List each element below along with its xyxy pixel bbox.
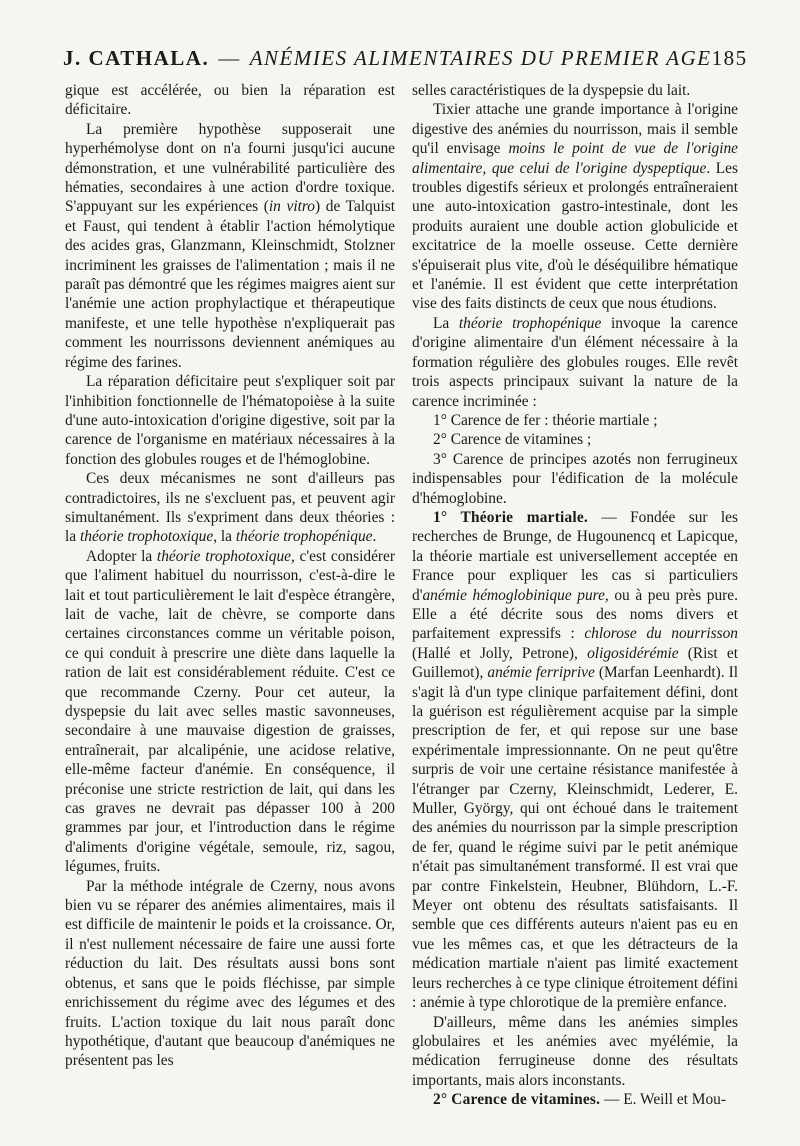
text-run: La	[433, 314, 459, 332]
text-run: 1° Carence de fer : théorie martiale ;	[433, 411, 658, 429]
italic-run: in vitro	[268, 198, 315, 216]
text-run: D'ailleurs, même dans les anémies simples globulaires et les anémies avec myélémie, la médication ferrugineuse donne des résultats importants, mais alors inconstants.	[412, 1013, 738, 1089]
text-run: , ou à peu près pure. Elle a été décrite sous des noms divers et parfaitement expressifs :	[412, 586, 738, 643]
page-number: 185	[711, 46, 748, 70]
italic-run: théorie trophopénique	[235, 528, 373, 546]
italic-run: anémie ferriprive	[487, 664, 595, 682]
paragraph	[412, 508, 738, 1013]
text-run: (Rist et Guillemot),	[412, 644, 738, 682]
italic-run: théorie trophopénique	[458, 314, 602, 332]
italic-run: chlorose du nourrisson	[584, 625, 738, 643]
text-run: (Marfan Leenhardt). Il s'agit là d'un type clinique parfaitement défini, dont la guérison est régulièrement acquise par la simple prescription de fer, et qui repose sur une base expérimentale impressionnante. On ne peut qu'être surpris de voir une certaine résistance manifestée à l'étranger par Czerny, Kleinschmidt, Lederer, E. Muller, György, qui ont échoué dans le traitement des anémies du nourrisson par la simple prescription de fer, quand le régime suivi par le petit anémique n'était pas simultanément transformé. Il est vrai que par contre Finkelstein, Heubner, Blühdorn, L.-F. Meyer ont obtenu des résultats satisfaisants. Il semble que ces différents auteurs n'aient pas eu en vue les mêmes cas, et que les détracteurs de la médication martiale n'aient pas limité exactement leurs recherches à ce type clinique étroitement défini : anémie à type chlorotique de la première enfance.	[412, 664, 739, 1012]
header-author: J. CATHALA.	[63, 46, 210, 70]
text-run: . Les troubles digestifs sérieux et prolongés entraîneraient une auto-intoxication gastro-intestinale, dont les produits auraient une double action globulicide et excitatrice de la moelle osseuse. Cette dernière s'épuiserait plus vite, d'où le déséquilibre hématique et l'anémie. Il est évident que cette interprétation vise des faits distincts de ceux que nous étudions.	[412, 159, 738, 313]
text-run: Par la méthode intégrale de Czerny, nous avons bien vu se réparer des anémies alimentaires, mais il est difficile de maintenir le poids et la croissance. Or, il n'est nullement nécessaire de faire une aussi forte réduction du lait. Des résultats aussi bons sont obtenus, et sans que le poids fléchisse, par simple enrichissement du régime avec des légumes et des fruits. L'action toxique du lait nous paraît donc hypothétique, d'autant que beaucoup d'anémiques ne présentent pas les	[65, 877, 395, 1070]
text-run: gique est accélérée, ou bien la réparation est déficitaire.	[65, 82, 395, 119]
left-column	[65, 81, 395, 1071]
paragraph	[412, 1090, 738, 1109]
text-run: ) de Talquist et Faust, qui tendent à établir l'action hémolytique des acides gras, Glanzmann, Kleinschmidt, Stolzner incriminent les graisses de l'alimentation ; mais il ne paraît pas démontré que les régimes maigres aient sur l'anémie une action prophylactique et thérapeutique manifeste, et une telle hypothèse n'expliquerait pas comment les nourrissons deviennent anémiques au régime des farines.	[65, 198, 395, 371]
text-run: La première hypothèse supposerait une hyperhémolyse dont on n'a fourni jusqu'ici aucune démonstration, et une vulnérabilité particulière des hématies, secondaires à une action d'ordre toxique. S'appuyant sur les expériences (	[65, 120, 395, 216]
italic-run: moins le point de vue de l'origine alimentaire, que celui de l'origine dyspeptique	[412, 140, 738, 177]
text-run: invoque la carence d'origine alimentaire d'un élément nécessaire à la formation régulière des globules rouges. Elle revêt trois aspects principaux suivant la nature de la carence incriminée :	[412, 314, 738, 410]
running-head	[63, 46, 748, 71]
paragraph	[412, 314, 738, 411]
text-run: 2° Carence de vitamines ;	[433, 431, 592, 449]
text-run: Ces deux mécanismes ne sont d'ailleurs pas contradictoires, ils ne s'excluent pas, et peuvent agir simultanément. Ils s'expriment dans deux théories : la	[65, 470, 395, 546]
paragraph	[65, 120, 395, 372]
section-heading: 1° Théorie martiale.	[433, 508, 588, 526]
paragraph	[65, 81, 395, 120]
text-run: Tixier attache une grande importance à l'origine digestive des anémies du nourrisson, mais il semble qu'il envisage	[412, 101, 738, 158]
paragraph	[412, 100, 738, 313]
header-separator: —	[218, 46, 241, 70]
text-run: (Hallé et Jolly, Petrone),	[412, 644, 588, 662]
paragraph	[65, 372, 395, 469]
right-column	[412, 81, 738, 1110]
text-run: Adopter la	[86, 547, 157, 565]
paragraph	[412, 1013, 738, 1091]
italic-run: anémie hémoglobinique pure	[422, 586, 605, 604]
header-title: ANÉMIES ALIMENTAIRES DU PREMIER AGE	[249, 46, 712, 70]
paragraph	[65, 547, 395, 877]
text-run: La réparation déficitaire peut s'expliquer soit par l'inhibition fonctionnelle de l'hématopoièse à la suite d'une auto-intoxication d'origine digestive, soit par la carence de l'organisme en matériaux nécessaires à la fonction des globules rouges et de l'hémoglobine.	[65, 373, 395, 468]
list-item	[412, 430, 738, 449]
text-run: , la	[213, 528, 236, 546]
text-run: .	[372, 528, 377, 546]
paragraph	[65, 877, 395, 1071]
list-item	[412, 450, 738, 508]
paragraph	[65, 469, 395, 547]
text-run: , c'est considérer que l'aliment habituel du nourrisson, c'est-à-dire le lait et tout particulièrement le lait d'espèce étrangère, lait de vache, lait de chèvre, se comporte dans certaines circonstances comme un véritable poison, ce qui conduit à prescrire une diète dans laquelle la ration de lait est considérablement réduite. C'est ce que recommande Czerny. Pour cet auteur, la dyspepsie du lait avec selles mastic savonneuses, secondaire à une mauvaise digestion de graisses, entraînerait, par alcalipénie, une acidose relative, elle-même facteur d'anémie. En conséquence, il préconise une stricte restriction de lait, qui dans les cas graves ne devrait pas dépasser 100 à 200 grammes par jour, et l'introduction dans le régime d'aliments d'origine végétale, semoule, riz, sagou, légumes, fruits.	[65, 547, 395, 876]
italic-run: théorie trophotoxique	[79, 528, 214, 546]
text-run: — E. Weill et Mou-	[600, 1091, 726, 1109]
paragraph	[412, 81, 738, 100]
italic-run: théorie trophotoxique	[156, 547, 291, 565]
list-item	[412, 411, 738, 430]
text-run: — Fondée sur les recherches de Brunge, de Hugounencq et Lapicque, la théorie martiale est universellement acceptée en France pour expliquer les cas si particuliers d'	[412, 508, 738, 604]
text-run: selles caractéristiques de la dyspepsie du lait.	[412, 82, 691, 99]
italic-run: oligosidérémie	[587, 644, 679, 662]
section-heading: 2° Carence de vitamines.	[433, 1091, 601, 1109]
text-run: 3° Carence de principes azotés non ferrugineux indispensables pour l'édification de la molécule d'hémoglobine.	[412, 450, 738, 507]
